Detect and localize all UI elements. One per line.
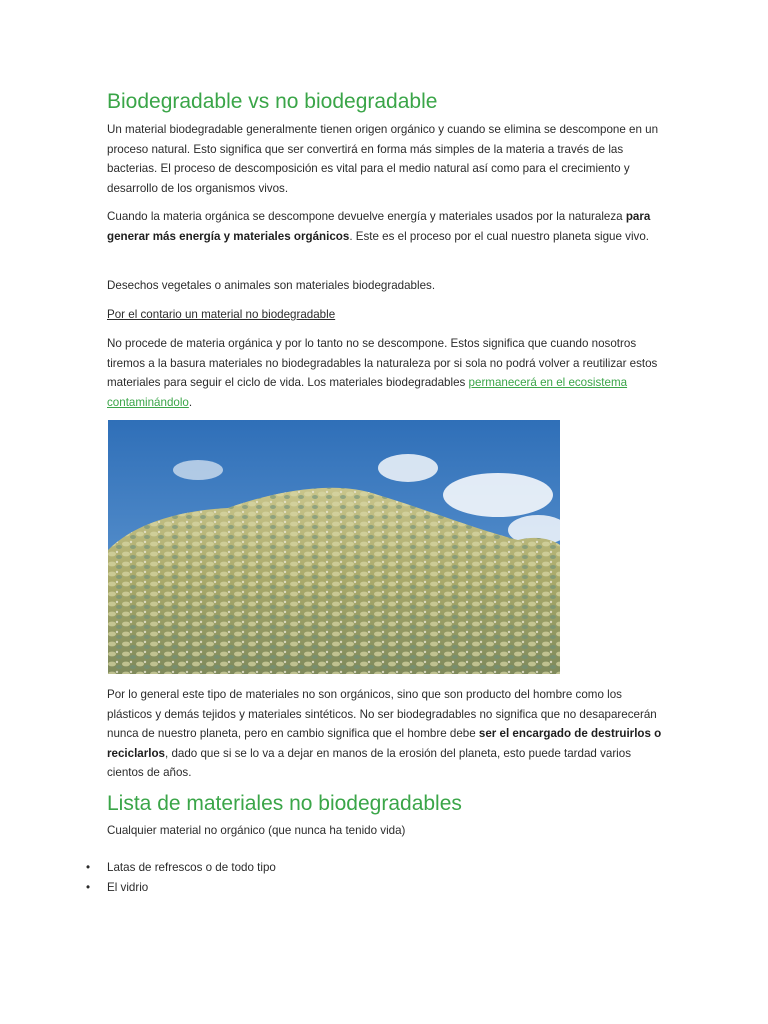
bold-text: ser el encargado de destruirlos o reciclarlos <box>107 727 662 760</box>
garbage-pile-photo <box>108 420 560 674</box>
heading-list-materials: Lista de materiales no biodegradables <box>107 792 462 815</box>
list-item-text: El vidrio <box>107 880 149 894</box>
text-run: Cuando la materia orgánica se descompone devuelve energía y materiales usados por la naturaleza <box>107 210 626 223</box>
list-item <box>86 878 276 898</box>
text-run: . Este es el proceso por el cual nuestro planeta sigue vivo. <box>349 229 649 243</box>
paragraph-intro: Un material biodegradable generalmente tienen origen orgánico y cuando se elimina se descompone en un proceso natural. Esto significa que ser convertirá en forma más simples de la materia a través de las bacterias. El proceso de descomposición es vital para el medio natural así como para el crecimiento y desarrollo de los organismos vivos. <box>107 123 659 195</box>
list-item-text: Latas de refrescos o de todo tipo <box>107 861 276 874</box>
bold-text: para generar más energía y materiales orgánicos <box>107 210 651 243</box>
heading-biodegradable-vs: Biodegradable vs no biodegradable <box>107 90 438 113</box>
text-run: . <box>188 395 193 409</box>
subheading-non-biodegradable: Por el contario un material no biodegradable <box>107 308 336 321</box>
list-item <box>86 858 276 878</box>
paragraph-non-organic <box>107 334 663 412</box>
inline-link[interactable]: permanecerá en el ecosistema contaminándolo <box>107 376 628 409</box>
bullet-icon: • <box>86 880 91 894</box>
bullet-icon: • <box>86 861 91 874</box>
text-run: Por lo general este tipo de materiales no son orgánicos, sino que son producto del hombre como los plásticos y demás tejidos y materiales sintéticos. No ser biodegradables no significa que no desaparecerán nunca de nuestro planeta, pero en cambio significa que el hombre debe <box>107 688 657 740</box>
paragraph-general <box>107 685 663 783</box>
paragraph-waste: Desechos vegetales o animales son materiales biodegradables. <box>107 279 436 292</box>
materials-list <box>86 858 276 897</box>
paragraph-list-intro: Cualquier material no orgánico (que nunca ha tenido vida) <box>107 824 406 837</box>
paragraph-organic-matter <box>107 207 663 246</box>
text-run: No procede de materia orgánica y por lo tanto no se descompone. Estos significa que cuando nosotros tiremos a la basura materiales no biodegradables la naturaleza por si sola no podrá volver a reutilizar estos materiales para seguir el ciclo de vida. Los materiales biodegradables <box>107 337 658 389</box>
text-run: , dado que si se lo va a dejar en manos de la erosión del planeta, esto puede tardad varios cientos de años. <box>107 746 632 779</box>
